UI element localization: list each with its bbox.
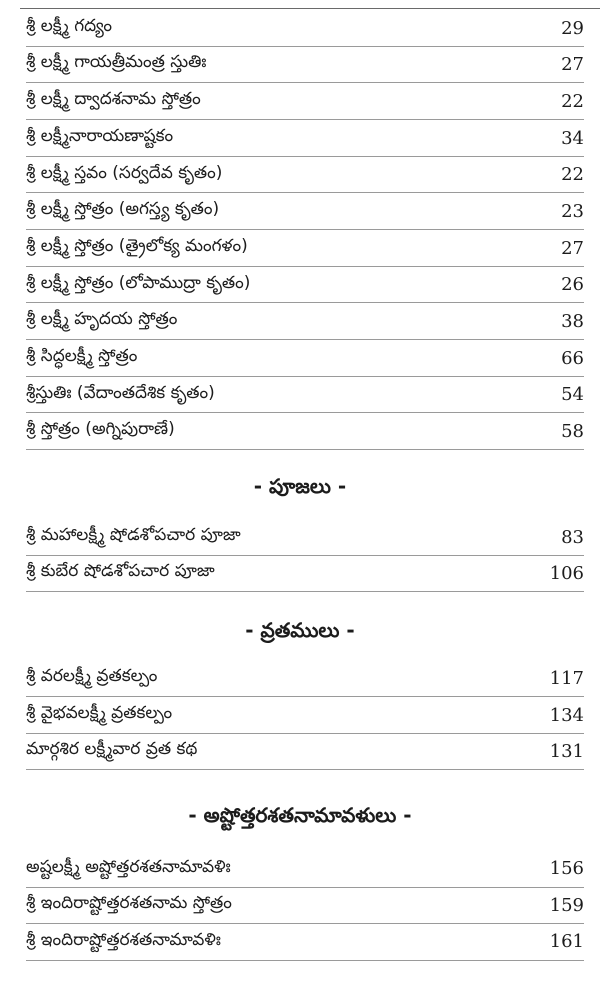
toc-entry: [26, 850, 584, 888]
entry-page-number: 26: [561, 274, 584, 295]
toc-entry: [26, 697, 584, 734]
entry-page-number: 54: [561, 384, 584, 405]
entry-title: శ్రీ లక్ష్మీనారాయణాష్టకం: [26, 126, 174, 146]
entry-title: శ్రీస్తుతిః (వేదాంతదేశిక కృతం): [26, 382, 215, 403]
entry-page-number: 131: [549, 740, 584, 762]
toc-entry: [26, 887, 584, 924]
entry-page-number: 161: [549, 931, 584, 952]
entry-page-number: 106: [549, 562, 584, 584]
entry-title: మార్గశిర లక్ష్మీవార వ్రత కథ: [26, 739, 198, 759]
toc-entry: [26, 660, 584, 697]
toc-entry: [26, 733, 584, 770]
entry-title: శ్రీ లక్ష్మీ గాయత్రీమంత్ర స్తుతిః: [26, 52, 207, 72]
section-heading: - అష్టోత్తరశతనామావళులు -: [188, 803, 412, 827]
entry-title: శ్రీ వరలక్ష్మీ వ్రతకల్పం: [26, 666, 158, 686]
toc-entry: [26, 519, 584, 556]
toc-entry: [26, 46, 584, 83]
entry-page-number: 27: [561, 237, 584, 259]
entry-page-number: 134: [549, 704, 584, 726]
section-heading: - పూజలు -: [253, 474, 347, 498]
entry-title: శ్రీ లక్ష్మీ స్తోత్రం (లోపాముద్రా కృతం): [26, 272, 251, 293]
entry-title: శ్రీ మహాలక్ష్మీ షోడశోపచార పూజా: [26, 525, 241, 545]
toc-entry: [26, 267, 584, 303]
entry-title: శ్రీ లక్ష్మీ గద్యం: [26, 16, 113, 36]
entry-page-number: 117: [549, 667, 584, 689]
toc-entry: [26, 923, 584, 961]
entry-page-number: 22: [561, 164, 584, 185]
entry-page-number: 34: [561, 127, 584, 149]
toc-entry: [26, 193, 584, 230]
toc-entry: [26, 340, 584, 377]
toc-entry: [26, 303, 584, 340]
entry-title: శ్రీ లక్ష్మీ స్తోత్రం (అగస్త్య కృతం): [26, 199, 220, 219]
entry-page-number: 27: [561, 53, 584, 75]
entry-page-number: 29: [561, 17, 584, 39]
entry-page-number: 159: [549, 894, 584, 916]
entry-page-number: 22: [561, 90, 584, 112]
toc-entry: [26, 413, 584, 450]
top-rule: [20, 8, 600, 9]
entry-title: శ్రీ ఇందిరాష్టోత్తరశతనామావళిః: [26, 929, 221, 950]
toc-entry: [26, 230, 584, 267]
entry-title: శ్రీ లక్ష్మీ హృదయ స్తోత్రం: [26, 309, 178, 329]
section-heading: - వ్రతములు -: [245, 618, 355, 642]
entry-title: శ్రీ సిద్ధలక్ష్మీ స్తోత్రం: [26, 346, 138, 366]
entry-page-number: 83: [561, 526, 584, 548]
entry-title: శ్రీ స్తోత్రం (అగ్నిపురాణే): [26, 419, 175, 439]
entry-title: శ్రీ లక్ష్మీ స్తోత్రం (త్రైలోక్య మంగళం): [26, 236, 248, 256]
entry-title: శ్రీ లక్ష్మీ ద్వాదశనామ స్తోత్రం: [26, 89, 201, 109]
toc-entry: [26, 377, 584, 413]
toc-entry: [26, 157, 584, 193]
entry-title: శ్రీ ఇందిరాష్టోత్తరశతనామ స్తోత్రం: [26, 893, 232, 913]
toc-entry: [26, 83, 584, 120]
entry-title: అష్టలక్ష్మీ అష్టోత్తరశతనామావళిః: [26, 856, 231, 877]
toc-entry: [26, 120, 584, 157]
toc-entry: [26, 555, 584, 592]
entry-page-number: 38: [561, 310, 584, 332]
entry-title: శ్రీ కుబేర షోడశోపచార పూజా: [26, 561, 215, 581]
entry-page-number: 66: [561, 347, 584, 369]
entry-title: శ్రీ లక్ష్మీ స్తవం (సర్వదేవ కృతం): [26, 162, 223, 183]
entry-page-number: 156: [549, 858, 584, 879]
entry-page-number: 58: [561, 420, 584, 442]
entry-title: శ్రీ వైభవలక్ష్మీ వ్రతకల్పం: [26, 703, 173, 723]
entry-page-number: 23: [561, 200, 584, 222]
toc-entry: [26, 10, 584, 47]
